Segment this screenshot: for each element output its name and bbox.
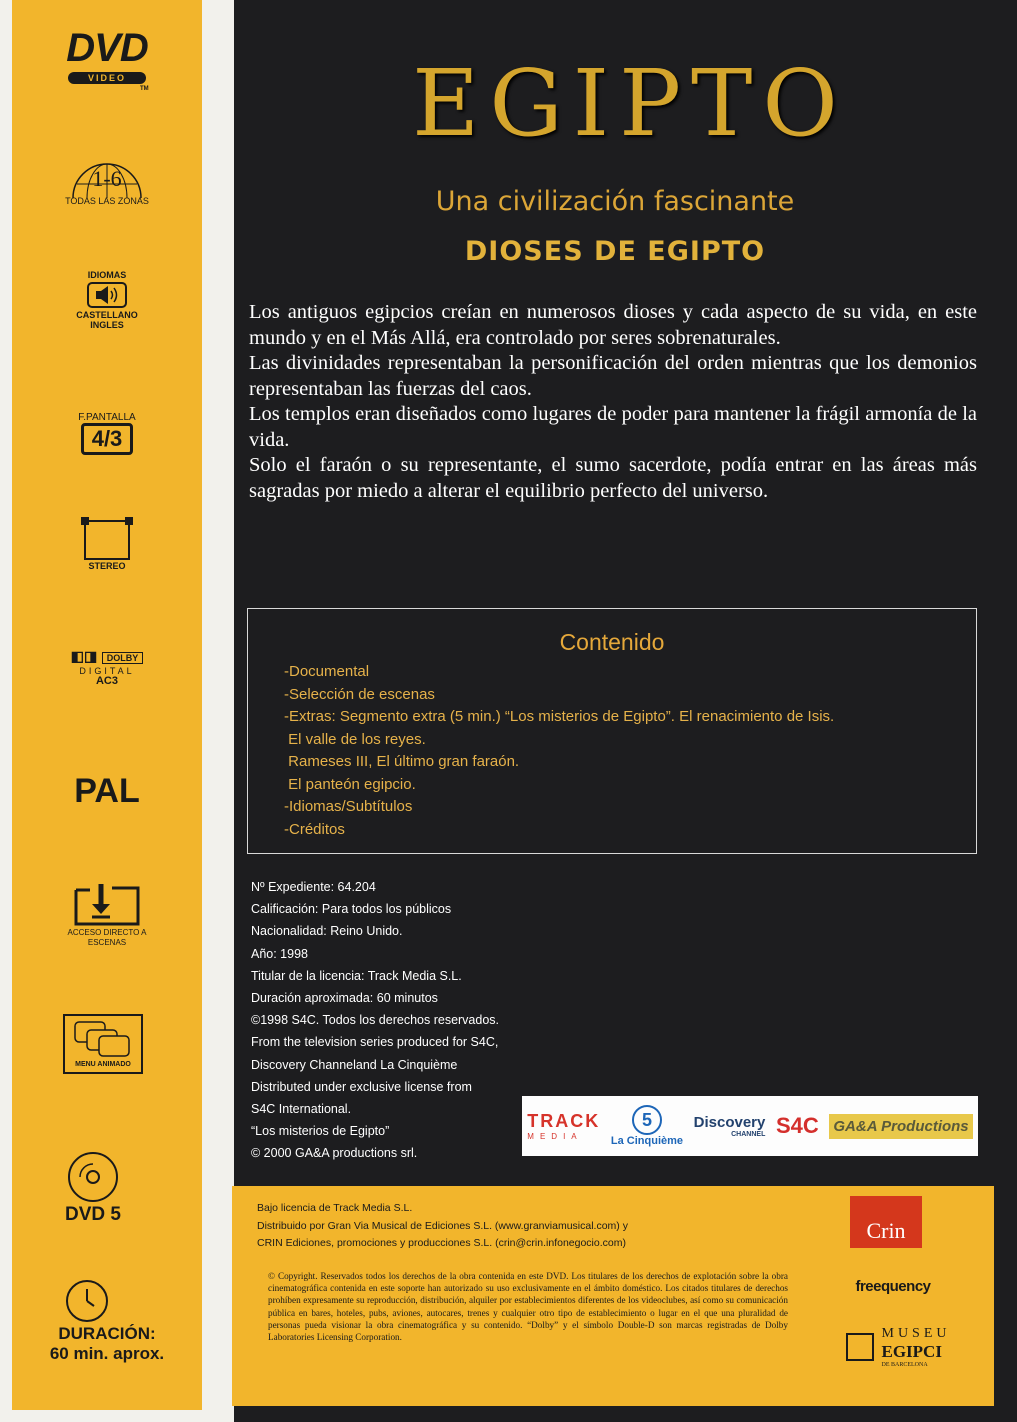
crin-logo: Crin bbox=[850, 1196, 922, 1248]
language-ingles: INGLES bbox=[90, 320, 124, 330]
zones-label: TODAS LAS ZONAS bbox=[65, 196, 149, 206]
technical-specs bbox=[251, 876, 551, 1165]
license-box bbox=[232, 1186, 994, 1406]
zones-number: 1-6 bbox=[92, 166, 122, 191]
museu-egipci-logo bbox=[846, 1326, 956, 1368]
discovery-logo-sub: CHANNEL bbox=[731, 1131, 766, 1138]
scene-access-icon bbox=[72, 884, 142, 928]
digital-label: DIGITAL bbox=[79, 666, 135, 676]
stereo-icon bbox=[81, 515, 133, 561]
contents-item: Rameses III, El último gran faraón. bbox=[284, 753, 520, 770]
license-line: Bajo licencia de Track Media S.L. bbox=[257, 1202, 413, 1214]
stereo-label: STEREO bbox=[88, 561, 126, 571]
dolby-label: DOLBY bbox=[102, 652, 144, 664]
animated-menu-frame bbox=[63, 1014, 143, 1074]
freequency-logo: freequency bbox=[855, 1278, 931, 1295]
region-zones bbox=[12, 160, 202, 206]
spec-line: Nacionalidad: Reino Unido. bbox=[251, 924, 403, 939]
license-line: CRIN Ediciones, promociones y producciones S.L. (crin@crin.infonegocio.com) bbox=[257, 1237, 626, 1249]
track-logo-text: TRACK bbox=[527, 1111, 601, 1131]
episode-title: DIOSES DE EGIPTO bbox=[464, 236, 766, 267]
scene-access-block bbox=[12, 884, 202, 948]
duration-block bbox=[12, 1278, 202, 1364]
contents-item: -Documental bbox=[284, 663, 370, 680]
contents-list bbox=[284, 661, 834, 841]
disc-icon bbox=[66, 1150, 120, 1204]
contents-title: Contenido bbox=[559, 629, 665, 655]
speaker-icon bbox=[87, 282, 127, 308]
synopsis-paragraph: Solo el faraón o su representante, el sumo sacerdote, podía entrar en las áreas más sagradas por miedo a alterar el equilibrio perfecto del universo. bbox=[249, 454, 977, 502]
dolby-block bbox=[12, 648, 202, 686]
language-castellano: CASTELLANO bbox=[76, 310, 138, 320]
screen-format-block bbox=[12, 413, 202, 455]
monitors-icon bbox=[73, 1020, 133, 1058]
dvd-logo-text: DVD bbox=[66, 26, 148, 70]
spec-line: S4C International. bbox=[251, 1102, 352, 1117]
contents-item: -Idiomas/Subtítulos bbox=[284, 798, 413, 815]
synopsis-paragraph: Las divinidades representaban la personificación del orden mientras que los demonios representaban las fuerzas del caos. bbox=[249, 352, 977, 400]
aspect-ratio-badge: 4/3 bbox=[81, 423, 134, 455]
contents-item: -Extras: Segmento extra (5 min.) “Los misterios de Egipto”. El renacimiento de Isis. bbox=[284, 708, 835, 725]
page-subtitle: Una civilización fascinante bbox=[435, 186, 795, 217]
duration-label: DURACIÓN: bbox=[58, 1324, 156, 1343]
cinq-logo-text: La Cinquième bbox=[610, 1135, 684, 1147]
synopsis-paragraph: Los antiguos egipcios creían en numerosos dioses y cada aspecto de su vida, en este mundo y en el Más Allá, era controlado por seres sobrenaturales. bbox=[249, 301, 977, 349]
stereo-block bbox=[12, 515, 202, 571]
contents-item: -Selección de escenas bbox=[284, 685, 435, 703]
ac3-label: AC3 bbox=[95, 675, 118, 687]
synopsis bbox=[249, 300, 977, 504]
museu-emblem-icon bbox=[846, 1333, 874, 1361]
spec-line: Calificación: Para todos los públicos bbox=[251, 902, 452, 917]
s4c-logo: S4C bbox=[775, 1113, 819, 1138]
producer-logos bbox=[522, 1096, 978, 1156]
page-title: EGIPTO bbox=[412, 50, 848, 157]
spec-line: Titular de la licencia: Track Media S.L. bbox=[251, 968, 462, 983]
spec-line: “Los misterios de Egipto” bbox=[251, 1124, 390, 1139]
spec-line: Discovery Channeland La Cinquième bbox=[251, 1057, 458, 1072]
track-media-logo bbox=[527, 1111, 600, 1141]
dolby-dd-icon: ◧◨ bbox=[70, 648, 98, 664]
dvd5-block bbox=[12, 1150, 202, 1226]
discovery-logo-text: Discovery bbox=[693, 1114, 766, 1131]
museu-line-3: DE BARCELONA bbox=[881, 1362, 928, 1368]
dvd-video-logo bbox=[12, 26, 202, 92]
museu-line-1: MUSEU bbox=[881, 1326, 951, 1341]
idiomas-label: IDIOMAS bbox=[87, 270, 127, 280]
clock-icon bbox=[64, 1278, 110, 1324]
discovery-channel-logo bbox=[694, 1114, 766, 1138]
contents-box bbox=[247, 608, 977, 854]
legal-notice: © Copyright. Reservados todos los derechos de la obra contenida en este DVD. Los titulares de los derechos de explotación sobre la obra cinematográfica contenida en este soporte han autorizado su uso exclusivamente en el ámbito doméstico. Los citados titulares de derechos prohíben expresamente su reproducción, distribución, alquiler por establecimientos diferentes de los videoclubes, así como su comunicación pública en bares, hoteles, pubs, aviones, autocares, trenes y cualquier otro tipo de establecimiento o lugar en el que una pluralidad de personas pueda visionar la obra cinematográfica y su contenido. “Dolby” y el símbolo Double-D son marcas registradas de Dolby Laboratories Licensing Corporation. bbox=[268, 1271, 788, 1343]
license-header bbox=[257, 1200, 787, 1253]
license-line: Distribuido por Gran Via Musical de Ediciones S.L. (www.granviamusical.com) y bbox=[257, 1219, 628, 1232]
animated-menu-block bbox=[12, 1014, 202, 1074]
dvd-logo-tm: TM bbox=[140, 86, 149, 92]
menu-label: MENU ANIMADO bbox=[75, 1061, 131, 1068]
contents-item: -Créditos bbox=[284, 820, 345, 838]
la-cinquieme-logo bbox=[611, 1105, 683, 1147]
dvd5-label: DVD 5 bbox=[65, 1204, 121, 1225]
spec-line: Año: 1998 bbox=[251, 946, 308, 961]
spec-line: Distributed under exclusive license from bbox=[251, 1079, 472, 1094]
gaa-productions-logo: GA&A Productions bbox=[829, 1114, 972, 1139]
spec-line: Duración aproximada: 60 minutos bbox=[251, 991, 438, 1006]
languages-block bbox=[12, 270, 202, 330]
synopsis-paragraph: Los templos eran diseñados como lugares de poder para mantener la frágil armonía de la vida. bbox=[249, 403, 977, 451]
duration-value: 60 min. aprox. bbox=[49, 1344, 165, 1363]
track-logo-sub: MEDIA bbox=[527, 1132, 583, 1141]
dvd-logo-video: VIDEO bbox=[68, 72, 146, 84]
pantalla-label: F.PANTALLA bbox=[78, 412, 136, 423]
scene-access-label: ACCESO DIRECTO A ESCENAS bbox=[67, 928, 147, 947]
pal-label: PAL bbox=[74, 772, 140, 810]
museu-line-2: EGIPCI bbox=[881, 1342, 942, 1361]
left-strip bbox=[0, 0, 234, 1422]
spec-line: Nº Expediente: 64.204 bbox=[251, 880, 376, 894]
contents-item: El panteón egipcio. bbox=[284, 775, 416, 793]
cinq-logo-number: 5 bbox=[632, 1105, 662, 1135]
spec-line: © 2000 GA&A productions srl. bbox=[251, 1146, 418, 1161]
spec-line: ©1998 S4C. Todos los derechos reservados. bbox=[251, 1013, 500, 1028]
spec-line: From the television series produced for S4C, bbox=[251, 1035, 499, 1050]
contents-item: El valle de los reyes. bbox=[284, 730, 426, 748]
